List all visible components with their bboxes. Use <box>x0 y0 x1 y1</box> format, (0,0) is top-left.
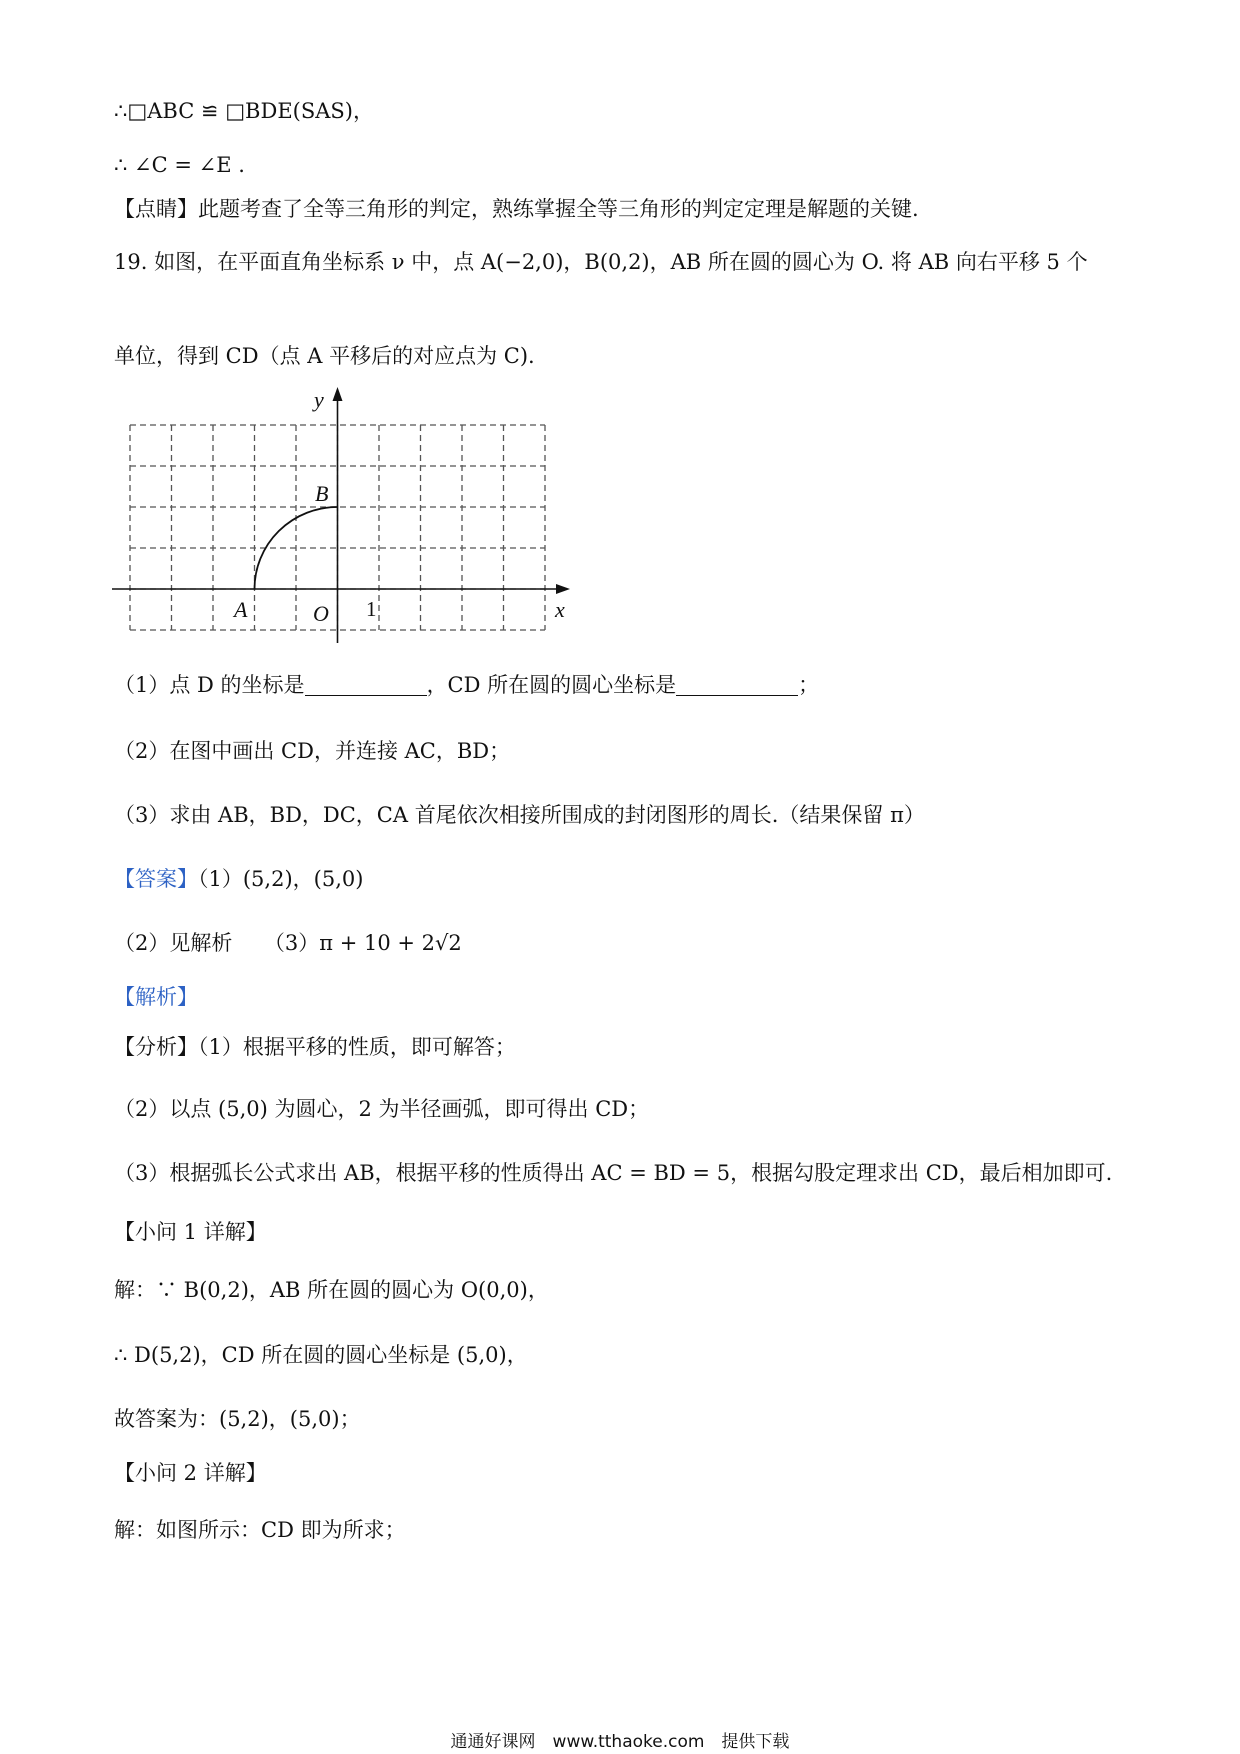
answer-label: 【答案】 <box>114 867 198 891</box>
page-footer: 通通好课网 www.tthaoke.com 提供下载 <box>450 1732 790 1752</box>
answer-text: （1）(5,2)，(5,0) <box>198 867 364 891</box>
remark-label: 【点睛】 <box>114 197 198 221</box>
x-axis <box>112 584 570 594</box>
sub-question-2-heading: 【小问 2 详解】 <box>114 1461 267 1485</box>
solution-2-line-1: 解：如图所示：CD 即为所求； <box>114 1518 406 1542</box>
answer-blank-1 <box>305 673 427 696</box>
angle-conclusion-line: ∴ ∠C = ∠E . <box>114 153 245 177</box>
label-B: B <box>315 481 329 506</box>
solution-1-line-3: 故答案为：(5,2)，(5,0)； <box>114 1407 361 1431</box>
sub-question-1-heading: 【小问 1 详解】 <box>114 1220 267 1244</box>
remark-text: 此题考查了全等三角形的判定，熟练掌握全等三角形的判定定理是解题的关键. <box>198 197 919 221</box>
part-2-question: （2）在图中画出 CD，并连接 AC，BD； <box>114 739 511 763</box>
answer-line-2: （2）见解析 （3）π + 10 + 2√2 <box>114 931 462 955</box>
solution-1-line-1: 解：∵ B(0,2)，AB 所在圆的圆心为 O(0,0)， <box>114 1278 549 1302</box>
label-A: A <box>234 597 248 622</box>
coordinate-grid-figure <box>112 385 572 645</box>
label-y: y <box>314 387 324 412</box>
part-1-question <box>114 670 819 700</box>
label-O: O <box>313 601 329 626</box>
label-1: 1 <box>366 597 377 621</box>
question-19-line-1: 19. 如图，在平面直角坐标系 ν 中，点 A(−2,0)，B(0,2)，AB 所在圆的圆心为 O. 将 AB 向右平移 5 个 <box>114 250 1088 274</box>
method-label: 【分析】 <box>114 1035 198 1059</box>
method-text: （1）根据平移的性质，即可解答； <box>198 1035 516 1059</box>
question-19-line-2: 单位，得到 CD（点 A 平移后的对应点为 C). <box>114 344 535 368</box>
answer-blank-2 <box>676 673 798 696</box>
part-1-text-c: ； <box>798 673 820 697</box>
label-x: x <box>555 597 565 622</box>
part-1-text-b: ，CD 所在圆的圆心坐标是 <box>426 673 677 697</box>
solution-1-line-2: ∴ D(5,2)，CD 所在圆的圆心坐标是 (5,0)， <box>114 1343 528 1367</box>
part-1-text-a: （1）点 D 的坐标是 <box>114 673 305 697</box>
method-line-1 <box>114 1032 516 1062</box>
answer-line <box>114 864 363 894</box>
part-3-question: （3）求由 AB，BD，DC，CA 首尾依次相接所围成的封闭图形的周长.（结果保留 π） <box>114 803 925 827</box>
method-line-2: （2）以点 (5,0) 为圆心，2 为半径画弧，即可得出 CD； <box>114 1097 650 1121</box>
method-line-3: （3）根据弧长公式求出 AB，根据平移的性质得出 AC = BD = 5，根据勾股定理求出 CD，最后相加即可. <box>114 1161 1113 1185</box>
remark-line <box>114 194 919 224</box>
analysis-label: 【解析】 <box>114 985 198 1009</box>
congruence-line: ∴□ABC ≌ □BDE(SAS)， <box>114 99 374 123</box>
